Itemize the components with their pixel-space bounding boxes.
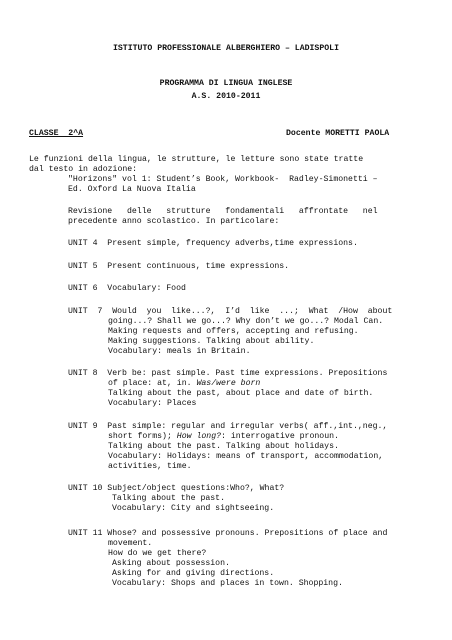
unit-9-short-forms: short forms);: [108, 432, 177, 441]
unit-8-prepositions: of place: at, in.: [108, 379, 197, 388]
unit-8-line-3: Talking about the past, about place and date of birth.: [108, 389, 374, 398]
class-label: CLASSE 2^A: [29, 129, 84, 138]
unit-8-was-were-born: Was/were born: [196, 379, 261, 388]
unit-8-line-2: [108, 379, 260, 389]
unit-11-line-4: Asking about possession.: [112, 559, 230, 568]
unit-8-line-1: UNIT 8 Verb be: past simple. Past time expressions. Prepositions: [68, 369, 388, 378]
unit-11-line-2: movement.: [108, 539, 153, 548]
unit-6: UNIT 6 Vocabulary: Food: [68, 284, 186, 293]
unit-10-line-3: Vocabulary: City and sightseeing.: [112, 504, 275, 513]
unit-9-pronoun: : interrogative pronoun.: [221, 432, 339, 441]
teacher-label: Docente MORETTI PAOLA: [286, 129, 390, 138]
revision-line-1: Revisione delle strutture fondamentali affrontate nel: [68, 207, 378, 216]
unit-7-line-3: Making requests and offers, accepting and refusing.: [108, 327, 359, 336]
unit-8-line-4: Vocabulary: Places: [108, 399, 197, 408]
unit-9-line-5: activities, time.: [108, 462, 192, 471]
unit-10-line-2: Talking about the past.: [112, 494, 226, 503]
unit-9-line-3: Talking about the past. Talking about holidays.: [108, 442, 339, 451]
unit-11-line-5: Asking for and giving directions.: [112, 569, 275, 578]
unit-9-line-2: [108, 432, 339, 442]
program-title: PROGRAMMA DI LINGUA INGLESE: [159, 79, 293, 88]
unit-9-line-1: UNIT 9 Past simple: regular and irregular verbs( aff.,int.,neg.,: [68, 422, 388, 431]
school-year: A.S. 2010-2011: [191, 92, 261, 101]
textbook-line-2: Ed. Oxford La Nuova Italia: [68, 185, 196, 194]
unit-4: UNIT 4 Present simple, frequency adverbs,time expressions.: [68, 239, 358, 248]
unit-11-line-3: How do we get there?: [108, 549, 207, 558]
unit-7-line-2: going...? Shall we go...? Why don’t we go...? Modal Can.: [108, 317, 384, 326]
school-title: ISTITUTO PROFESSIONALE ALBERGHIERO – LADISPOLI: [112, 44, 339, 53]
intro-line-1: Le funzioni della lingua, le strutture, le letture sono state tratte: [29, 155, 364, 164]
intro-line-2: dal testo in adozione:: [29, 165, 138, 174]
unit-9-how-long: How long?: [176, 432, 222, 441]
unit-5: UNIT 5 Present continuous, time expressions.: [68, 262, 290, 271]
unit-7-line-1: UNIT 7 Would you like...?, I’d like ...; What /How about: [68, 307, 393, 316]
unit-11-line-6: Vocabulary: Shops and places in town. Shopping.: [112, 579, 343, 588]
unit-10-line-1: UNIT 10 Subject/object questions:Who?, What?: [68, 484, 285, 493]
unit-9-line-4: Vocabulary: Holidays: means of transport, accommodation,: [108, 452, 384, 461]
unit-7-line-4: Making suggestions. Talking about ability.: [108, 337, 315, 346]
unit-11-line-1: UNIT 11 Whose? and possessive pronouns. Prepositions of place and: [68, 529, 388, 538]
textbook-line-1: "Horizons" vol 1: Student’s Book, Workbook- Radley-Simonetti –: [68, 175, 378, 184]
unit-7-line-5: Vocabulary: meals in Britain.: [108, 347, 251, 356]
revision-line-2: precedente anno scolastico. In particolare:: [68, 217, 280, 226]
